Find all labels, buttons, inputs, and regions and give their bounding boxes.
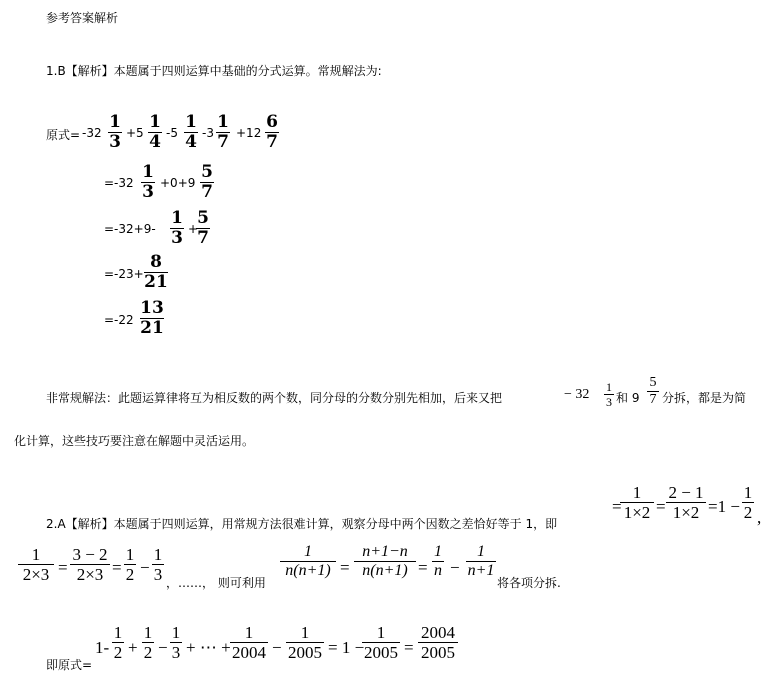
q1-l1-b: +5 — [126, 126, 144, 140]
q1-l1-frac-1: 1 3 — [109, 112, 121, 152]
q2-eq3-frac-2: n+1−n n(n+1) — [354, 544, 416, 579]
q2-final-a: 1- — [95, 638, 110, 657]
q1-l1-frac-5: 6 7 — [266, 112, 278, 152]
q2-final-m2: − — [272, 638, 282, 657]
q2-final-frac-7: 2004 2005 — [418, 624, 458, 661]
q2-eq3-e2: = — [418, 558, 428, 577]
q1-intro: 1.B【解析】本题属于四则运算中基础的分式运算。常规解法为: — [46, 64, 382, 78]
q1-l1-a: -32 — [82, 126, 102, 140]
q1-alt-m1: − 32 — [564, 387, 590, 402]
q2-final-frac-2: 1 2 — [143, 623, 153, 662]
q1-l4-a: =-23+ — [104, 267, 144, 281]
q1-l1-f: +12 — [236, 126, 262, 140]
q1-l5-frac-1: 13 21 — [140, 298, 164, 338]
q2-eq2-frac-4: 1 3 — [153, 545, 163, 584]
q2-final-frac-4: 1 2004 — [232, 623, 266, 662]
q2-eq3-frac-3: 1 n — [434, 543, 442, 579]
q2-eq2-e1: = — [58, 558, 68, 577]
q1-l1-frac-2: 1 4 — [149, 112, 161, 152]
q1-l3-frac-1: 1 3 — [171, 208, 183, 248]
q1-l2-b: +0+9 — [160, 176, 196, 190]
q1-l4-frac-1: 8 21 — [144, 252, 168, 292]
q1-l3-b: + — [188, 222, 199, 236]
q1-l3-frac-2: 5 7 — [197, 208, 209, 248]
q2-final-e1: = 1 − — [328, 638, 365, 657]
q2-eq1-e2: = — [656, 497, 666, 516]
q2-eq1-comma: , — [757, 508, 762, 527]
q2-eq1-e: = — [612, 497, 622, 516]
q1-l1-frac-4: 1 7 — [217, 112, 229, 152]
q2-eq3-minus: − — [450, 558, 460, 577]
q2-final-e2: = — [404, 638, 414, 657]
q2-final-lead: 即原式= — [46, 658, 93, 672]
q1-l2-a: =-32 — [104, 176, 134, 190]
q1-l1-e: -3 — [202, 126, 214, 140]
q2-eq1-frac-2: 2 − 1 1×2 — [666, 484, 706, 521]
page-heading: 参考答案解析 — [46, 11, 119, 25]
q1-alt-frac-1: 1 3 — [606, 380, 612, 409]
q2-eq3-frac-4: 1 n+1 — [467, 543, 495, 579]
q1-l1-frac-3: 1 4 — [185, 112, 197, 152]
q2-eq1-e3: =1 − — [708, 497, 740, 516]
q2-eq3-frac-1: 1 n(n+1) — [280, 544, 336, 579]
q2-dots-text: ，……， 则可利用 — [166, 576, 266, 590]
q2-final-frac-1: 1 2 — [113, 623, 123, 662]
q2-final-p2: + ⋯ + — [186, 638, 231, 657]
q2-eq2-frac-1: 1 2×3 — [18, 546, 54, 583]
q2-eq1-frac-3: 1 2 — [743, 483, 753, 522]
q1-alt-text-b: 分拆，都是为简 — [662, 391, 747, 405]
q2-intro: 2.A【解析】本题属于四则运算，用常规方法很难计算，观察分母中两个因数之差恰好等于 1，即 — [46, 517, 558, 531]
q1-alt-text-a: 非常规解法：此题运算律将互为相反数的两个数，同分母的分数分别先相加，后来又把 — [46, 391, 503, 405]
q2-final-frac-3: 1 3 — [171, 623, 181, 662]
q2-eq2-e2: = — [112, 558, 122, 577]
q1-lead: 原式= — [46, 128, 81, 142]
q2-final-m1: − — [158, 638, 168, 657]
q1-l2-frac-1: 1 3 — [142, 162, 154, 202]
q1-l5-a: =-22 — [104, 313, 134, 327]
q1-alt-and: 和 9 — [616, 391, 640, 405]
q2-final-frac-6: 1 2005 — [364, 623, 398, 662]
q1-alt-frac-2: 5 7 — [647, 376, 659, 407]
q1-l1-c: -5 — [166, 126, 178, 140]
q1-alt-text-c: 化计算，这些技巧要注意在解题中灵活运用。 — [14, 434, 255, 448]
q2-eq1-frac-1: 1 1×2 — [620, 484, 654, 521]
q1-l3-a: =-32+9- — [104, 222, 156, 236]
q1-l2-frac-2: 5 7 — [201, 162, 213, 202]
q2-eq2-minus: − — [140, 558, 150, 577]
q2-final-p1: + — [128, 638, 138, 657]
q2-eq2-frac-2: 3 − 2 2×3 — [70, 546, 110, 583]
q2-eq2-frac-3: 1 2 — [125, 545, 135, 584]
q2-final-frac-5: 1 2005 — [288, 623, 322, 662]
q2-tail-text: 将各项分拆. — [497, 576, 561, 590]
q2-eq3-e1: = — [340, 558, 350, 577]
